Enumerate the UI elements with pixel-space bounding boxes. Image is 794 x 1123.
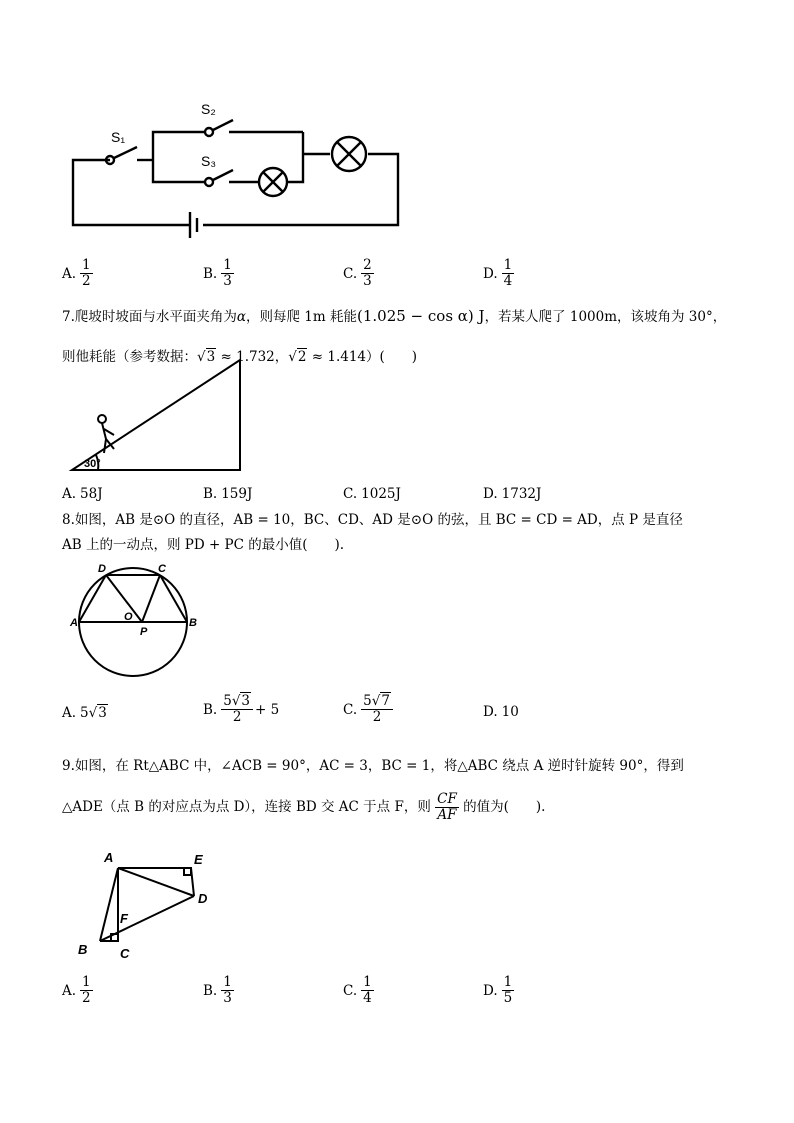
slope-figure: [68, 355, 248, 473]
q9-option-c[interactable]: C. $\frac{1}{4}$: [343, 974, 372, 1006]
fraction: $\frac{2}{3}$: [363, 257, 372, 289]
fraction: $\frac{1}{3}$: [223, 974, 232, 1006]
point-d-label: D: [98, 563, 106, 575]
fraction: $\frac{1}{4}$: [503, 257, 513, 289]
q9-text-line1: 9.如图，在 Rt△ABC 中，∠ACB = 90°，AC = 3，BC = 1，将△ABC 绕点 A 逆时针旋转 90°，得到: [62, 758, 684, 774]
label-s2: S₂: [201, 101, 216, 117]
q7-option-d[interactable]: D. 1732J: [483, 486, 542, 502]
fraction: $\frac{1}{3}$: [223, 257, 232, 289]
point-e-label: E: [194, 852, 203, 867]
q6-option-b[interactable]: B. $\frac{1}{3}$: [203, 257, 232, 289]
q8-option-b[interactable]: B. $\frac{5√3}{2}$ + 5: [203, 693, 280, 725]
q7-text-line2: 则他耗能（参考数据：√3 ≈ 1.732，√2 ≈ 1.414）( ): [62, 349, 418, 365]
point-c-label: C: [120, 946, 130, 961]
fraction: $\frac{1}{2}$: [82, 974, 91, 1006]
q7-text-line1: 7.爬坡时坡面与水平面夹角为α，则每爬 1m 耗能(1.025 − cos α) J，若某人爬了 1000m，该坡角为 30°，: [62, 307, 727, 325]
q8-option-c[interactable]: C. $\frac{5√7}{2}$: [343, 694, 393, 725]
q9-option-b[interactable]: B. $\frac{1}{3}$: [203, 974, 232, 1006]
q8-option-d[interactable]: D. 10: [483, 704, 519, 720]
angle-label: 30°: [84, 458, 101, 470]
triangle-figure: [72, 846, 222, 961]
q7-option-b[interactable]: B. 159J: [203, 486, 253, 502]
point-f-label: F: [120, 911, 128, 926]
point-d-label: D: [198, 891, 208, 906]
point-b-label: B: [78, 942, 88, 957]
q7-option-c[interactable]: C. 1025J: [343, 486, 401, 502]
circle-figure: [68, 562, 208, 680]
q8-text-line2: AB 上的一动点，则 PD + PC 的最小值( ).: [62, 537, 345, 553]
q7-option-a[interactable]: A. 58J: [62, 486, 103, 502]
fraction: $\frac{5√3}{2}$: [221, 694, 253, 725]
circuit-figure: [65, 92, 410, 242]
point-o-label: O: [124, 611, 133, 623]
point-a-label: A: [70, 617, 78, 629]
label-s3: S₃: [201, 153, 217, 169]
q9-option-d[interactable]: D. $\frac{1}{5}$: [483, 974, 513, 1006]
point-p-label: P: [140, 626, 148, 638]
label-s1: S₁: [111, 129, 126, 145]
q8-option-a[interactable]: A. 5 √ 3: [62, 704, 107, 721]
fraction: $\frac{1}{2}$: [82, 257, 91, 289]
q6-option-a[interactable]: A. $\frac{1}{2}$: [62, 257, 91, 289]
fraction-cf-af: $\frac{CF}{AF}$: [437, 791, 457, 823]
point-c-label: C: [158, 563, 166, 575]
fraction: $\frac{5√7}{2}$: [361, 694, 393, 725]
q9-option-a[interactable]: A. $\frac{1}{2}$: [62, 974, 91, 1006]
point-a-label: A: [104, 850, 114, 865]
fraction: $\frac{1}{5}$: [503, 974, 513, 1006]
q8-text-line1: 8.如图，AB 是⊙O 的直径，AB = 10，BC、CD、AD 是⊙O 的弦，且 BC = CD = AD，点 P 是直径: [62, 512, 683, 528]
point-b-label: B: [189, 617, 197, 629]
q9-text-line2: △ADE（点 B 的对应点为点 D），连接 BD 交 AC 于点 F，则 $\frac{CF}{AF}$ 的值为( ).: [62, 791, 546, 823]
q6-option-d[interactable]: D. $\frac{1}{4}$: [483, 257, 513, 289]
fraction: $\frac{1}{4}$: [363, 974, 372, 1006]
q6-option-c[interactable]: C. $\frac{2}{3}$: [343, 257, 372, 289]
